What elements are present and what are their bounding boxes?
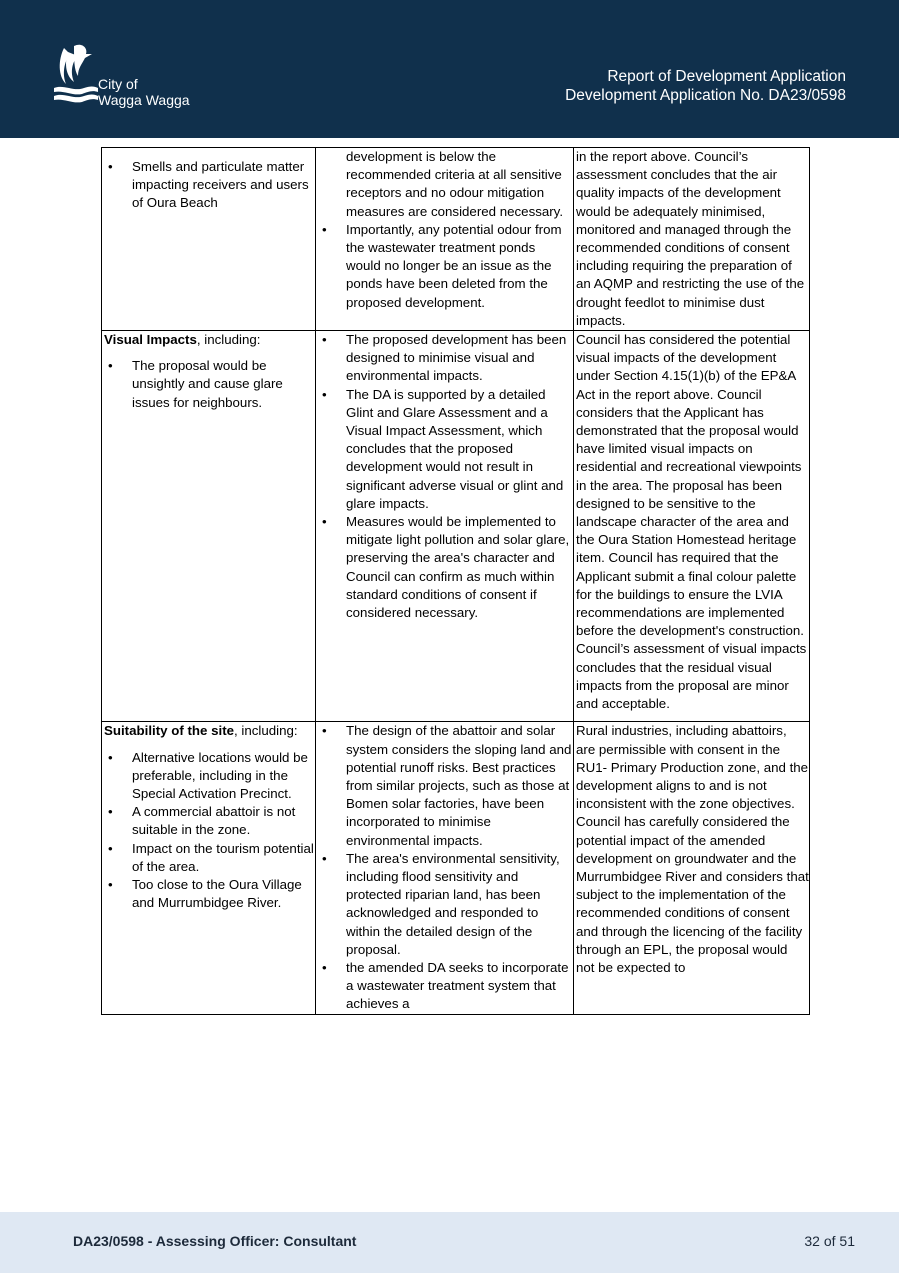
page-number: 32 of 51 [804, 1233, 855, 1249]
response-list [318, 722, 573, 1013]
list-item: • Importantly, any potential odour from the wastewater treatment ponds would no longer be an issue as the ponds have been deleted from the proposed development. [318, 221, 573, 312]
submissions-table [101, 147, 810, 1015]
table-row [102, 331, 810, 722]
response-lead: development is below the recommended criteria at all sensitive receptors and no odour mitigation measures are considered necessary. [346, 149, 564, 219]
report-title-line2: Development Application No. DA23/0598 [565, 87, 846, 104]
issue-title: Visual Impacts [104, 332, 197, 348]
list-item: • A commercial abattoir is not suitable in the zone. [104, 803, 315, 839]
issue-list [104, 158, 315, 213]
list-item: • the amended DA seeks to incorporate a wastewater treatment system that achieves a [318, 959, 573, 1014]
issue-cell [102, 148, 316, 331]
report-title-line1: Report of Development Application [607, 68, 846, 85]
response-list [318, 221, 573, 312]
list-item: • The proposed development has been designed to minimise visual and environmental impacts. [318, 331, 573, 386]
issue-list [104, 357, 315, 412]
issue-title-suffix: , including: [234, 723, 298, 739]
response-cell [316, 722, 574, 1014]
list-item: • The DA is supported by a detailed Glint and Glare Assessment and a Visual Impact Assessment, which concludes that the proposed development would not result in significant adverse visual or glint and glare impacts. [318, 386, 573, 513]
assessment-cell [574, 722, 810, 1014]
footer-document-ref: DA23/0598 - Assessing Officer: Consultant [73, 1233, 357, 1249]
list-item: • The area's environmental sensitivity, including flood sensitivity and protected riparian land, has been acknowledged and responded to within the detailed design of the proposal. [318, 850, 573, 959]
assessment-text: Rural industries, including abattoirs, are permissible with consent in the RU1- Primary Production zone, and the development aligns to and is not inconsistent with the zone objectives. Council has carefully considered the potential impact of the amended development on groundwater and the Murrumbidgee River and considers that subject to the implementation of the recommended conditions of consent and through the licencing of the facility through an EPL, the proposal would not be expected to [576, 723, 809, 975]
assessment-cell [574, 331, 810, 722]
list-item: • Measures would be implemented to mitigate light pollution and solar glare, preserving the area's character and Council can confirm as much within standard conditions of consent if considered necessary. [318, 513, 573, 622]
issue-cell [102, 331, 316, 722]
list-item: • Smells and particulate matter impacting receivers and users of Oura Beach [104, 158, 315, 213]
page-header [0, 0, 899, 138]
list-item: • The proposal would be unsightly and cause glare issues for neighbours. [104, 357, 315, 412]
response-list [318, 331, 573, 622]
assessment-text: Council has considered the potential visual impacts of the development under Section 4.15(1)(b) of the EP&A Act in the report above. Council considers that the Applicant has demonstrated that the proposal would have limited visual impacts on residential and recreational viewpoints in the area. The proposal has been designed to be sensitive to the landscape character of the area and the Oura Station Homestead heritage item. Council has required that the Applicant submit a final colour palette for the buildings to ensure the LVIA recommendations are implemented before the development's construction. Council’s assessment of visual impacts concludes that the residual visual impacts from the proposal are minor and acceptable. [576, 332, 807, 712]
report-title [565, 67, 846, 105]
response-cell [316, 148, 574, 331]
logo-text-line2: Wagga Wagga [98, 92, 190, 108]
page-footer [0, 1212, 899, 1273]
list-item: • Too close to the Oura Village and Murrumbidgee River. [104, 876, 315, 912]
issue-title-suffix: , including: [196, 332, 261, 348]
response-cell [316, 331, 574, 722]
issue-list [104, 749, 315, 913]
issue-cell [102, 722, 316, 1014]
logo-text [98, 76, 190, 108]
assessment-cell [574, 148, 810, 331]
list-item: • Alternative locations would be preferable, including in the Special Activation Precinct. [104, 749, 315, 804]
table-row [102, 722, 810, 1014]
table-row [102, 148, 810, 331]
assessment-text: in the report above. Council’s assessment concludes that the air quality impacts of the development would be adequately minimised, monitored and managed through the recommended conditions of consent including requiring the preparation of an AQMP and restricting the use of the drought feedlot to minimise dust impacts. [576, 149, 805, 328]
list-item: • The design of the abattoir and solar system considers the sloping land and potential runoff risks. Best practices from similar projects, such as those at Bomen solar factories, have been incorporated to minimise environmental impacts. [318, 722, 573, 849]
logo-text-line1: City of [98, 76, 138, 92]
list-item: • Impact on the tourism potential of the area. [104, 840, 315, 876]
issue-title: Suitability of the site [104, 723, 235, 739]
